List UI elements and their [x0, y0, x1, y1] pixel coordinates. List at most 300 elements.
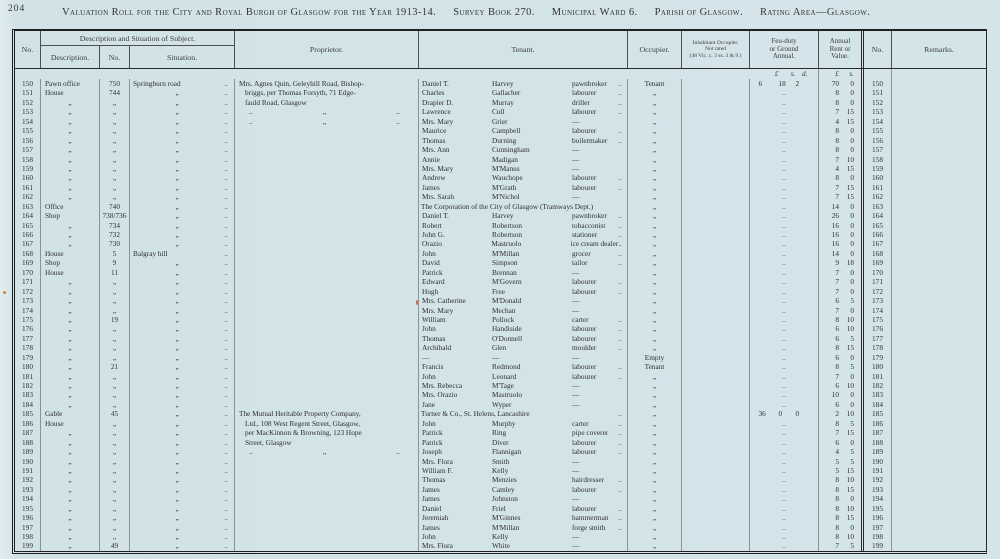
header-feu-line3: Annual. [772, 52, 796, 61]
tenant-cell [419, 173, 628, 182]
tenant-forename: Annie [422, 154, 440, 164]
row-number-cell: 196 [15, 513, 41, 522]
tenant-leader-dots: .. [618, 211, 622, 221]
occupier-cell: „ [628, 532, 682, 541]
proprietor-cell [235, 315, 419, 324]
feu-duty-cell: .. [750, 306, 819, 315]
situation-text: „ [175, 173, 179, 183]
tenant-forename: Edward [422, 277, 445, 287]
header-proprietor: Proprietor. [235, 31, 419, 68]
street-number-cell: „ [100, 353, 130, 362]
tenant-cell [419, 230, 628, 239]
situation-leader-dots: .. [224, 239, 228, 249]
row-number-right-cell: 178 [864, 343, 892, 352]
situation-cell [130, 173, 235, 182]
situation-text: „ [175, 154, 179, 164]
situation-cell [130, 239, 235, 248]
description-cell: „ [41, 381, 100, 390]
situation-text: „ [175, 192, 179, 202]
situation-cell [130, 287, 235, 296]
inhabitant-occupier-cell [682, 296, 750, 305]
row-number-cell: 174 [15, 306, 41, 315]
inhabitant-occupier-cell [682, 353, 750, 362]
row-number-cell: 162 [15, 192, 41, 201]
situation-leader-dots: .. [224, 418, 228, 428]
rent-pounds: 14 [831, 201, 839, 211]
tenant-leader-dots: .. [618, 447, 622, 457]
occupier-cell: „ [628, 268, 682, 277]
situation-cell [130, 268, 235, 277]
row-number-right-cell: 167 [864, 239, 892, 248]
tenant-surname: Robertson [492, 230, 522, 239]
inhabitant-occupier-cell [682, 438, 750, 447]
tenant-forename: John [422, 532, 436, 541]
row-number-right-cell: 162 [864, 192, 892, 201]
situation-cell [130, 513, 235, 522]
inhabitant-occupier-cell [682, 324, 750, 333]
street-number-cell: „ [100, 485, 130, 494]
occupier-cell: „ [628, 315, 682, 324]
remarks-cell [892, 315, 986, 324]
tenant-occupation: — [572, 145, 580, 155]
situation-text: „ [175, 399, 179, 409]
annual-rent-cell [819, 438, 864, 447]
occupier-cell: „ [628, 324, 682, 333]
feu-duty-cell: .. [750, 98, 819, 107]
proprietor-cell [235, 239, 419, 248]
annual-rent-cell [819, 211, 864, 220]
occupier-cell: „ [628, 409, 682, 418]
tenant-leader-dots: .. [618, 428, 622, 438]
tenant-forename: James [422, 494, 440, 504]
proprietor-cell [235, 249, 419, 258]
tenant-surname: Mastruolo [491, 239, 522, 249]
table-row [15, 541, 986, 550]
tenant-surname: Wyper [492, 399, 512, 409]
rent-shillings: 15 [846, 182, 854, 192]
row-number-cell: 152 [15, 98, 41, 107]
remarks-cell [892, 343, 986, 352]
description-cell: Gable [41, 409, 100, 418]
proprietor-ditto-dots: .. [249, 116, 253, 126]
feu-duty-cell: .. [750, 324, 819, 333]
row-number-right-cell: 166 [864, 230, 892, 239]
row-number-cell: 189 [15, 447, 41, 456]
proprietor-cell [235, 145, 419, 154]
occupier-cell: „ [628, 306, 682, 315]
table-row [15, 136, 986, 145]
description-cell: „ [41, 173, 100, 182]
situation-cell [130, 136, 235, 145]
tenant-cell [419, 372, 628, 381]
rent-pounds: 8 [835, 126, 839, 136]
situation-cell [130, 249, 235, 258]
row-number-right-cell: 164 [864, 211, 892, 220]
feu-pence-symbol: d. [801, 69, 808, 78]
remarks-cell [892, 277, 986, 286]
inhabitant-occupier-cell [682, 230, 750, 239]
occupier-cell: „ [628, 173, 682, 182]
table-row [15, 390, 986, 399]
street-number-cell: „ [100, 287, 130, 296]
feu-duty-cell: .. [750, 513, 819, 522]
table-row [15, 428, 986, 437]
row-number-cell: 183 [15, 390, 41, 399]
description-cell: „ [41, 438, 100, 447]
rent-shillings: 0 [850, 88, 854, 98]
feu-duty-cell: .. [750, 419, 819, 428]
rent-pounds: 8 [835, 475, 839, 485]
table-row [15, 296, 986, 305]
header-rent-line1: Annual [829, 37, 851, 46]
tenant-cell [419, 390, 628, 399]
situation-text: „ [175, 324, 179, 334]
situation-cell [130, 107, 235, 116]
feu-duty-cell: .. [750, 353, 819, 362]
situation-cell [130, 202, 235, 211]
tenant-surname: Camley [492, 484, 515, 494]
row-number-cell: 169 [15, 258, 41, 267]
feu-duty-cell: .. [750, 277, 819, 286]
tenant-surname: M'Tage [492, 381, 514, 390]
tenant-forename: James [422, 182, 440, 192]
feu-duty-cell: .. [750, 192, 819, 201]
tenant-occupation: — [572, 541, 580, 551]
description-cell: House [41, 268, 100, 277]
row-number-right-cell: 183 [864, 390, 892, 399]
annual-rent-cell [819, 485, 864, 494]
row-number-right-cell: 198 [864, 532, 892, 541]
table-row [15, 400, 986, 409]
occupier-cell: „ [628, 239, 682, 248]
tenant-forename: Orazio [422, 239, 442, 249]
situation-cell [130, 381, 235, 390]
tenant-surname: Mechan [492, 305, 516, 315]
tenant-leader-dots: .. [618, 362, 622, 372]
tenant-cell [419, 202, 628, 211]
rent-shillings: 0 [850, 220, 854, 230]
header-sub-situation: Situation. [130, 46, 235, 68]
situation-cell [130, 98, 235, 107]
street-number-cell: „ [100, 504, 130, 513]
header-inhabitant-occupier [682, 31, 750, 68]
feu-duty-cell: .. [750, 211, 819, 220]
remarks-cell [892, 155, 986, 164]
rent-pounds: 7 [835, 371, 839, 381]
rent-pounds: 8 [835, 145, 839, 155]
table-row [15, 532, 986, 541]
street-number-cell: „ [100, 523, 130, 532]
rent-shillings: 0 [850, 79, 854, 88]
tenant-cell [419, 98, 628, 107]
row-number-cell: 157 [15, 145, 41, 154]
feu-duty-cell: .. [750, 541, 819, 550]
situation-cell [130, 277, 235, 286]
situation-cell [130, 400, 235, 409]
table-row [15, 353, 986, 362]
situation-text: „ [175, 145, 179, 155]
row-number-cell: 188 [15, 438, 41, 447]
rent-pounds: 8 [835, 484, 839, 494]
tenant-occupation: tailor [572, 258, 588, 268]
description-cell: „ [41, 466, 100, 475]
proprietor-cell: The Mutual Heritable Property Company, [235, 409, 419, 418]
annual-rent-cell [819, 136, 864, 145]
situation-cell [130, 466, 235, 475]
tenant-cell [419, 532, 628, 541]
tenant-forename: Hugh [422, 286, 439, 296]
street-number-cell: „ [100, 107, 130, 116]
street-number-cell: 45 [100, 409, 130, 418]
feu-duty-cell: .. [750, 390, 819, 399]
tenant-surname: O'Donnell [492, 333, 523, 343]
street-number-cell: „ [100, 532, 130, 541]
tenant-leader-dots: .. [618, 286, 622, 296]
tenant-occupation: driller [572, 97, 590, 107]
description-cell: „ [41, 457, 100, 466]
occupier-cell: „ [628, 107, 682, 116]
tenant-cell [419, 287, 628, 296]
tenant-occupation: — [572, 305, 580, 315]
page-title [62, 7, 870, 18]
proprietor-cell [235, 107, 419, 116]
annual-rent-cell [819, 466, 864, 475]
inhabitant-occupier-cell [682, 541, 750, 550]
occupier-cell: „ [628, 221, 682, 230]
tenant-forename: John [422, 418, 436, 428]
occupier-cell: „ [628, 334, 682, 343]
situation-text: „ [175, 484, 179, 494]
occupier-cell: „ [628, 372, 682, 381]
inhabitant-occupier-cell [682, 334, 750, 343]
description-cell: „ [41, 447, 100, 456]
row-number-right-cell: 187 [864, 428, 892, 437]
proprietor-cell [235, 475, 419, 484]
table-row [15, 362, 986, 371]
street-number-cell: „ [100, 343, 130, 352]
tenant-forename: Patrick [422, 428, 443, 438]
situation-cell [130, 457, 235, 466]
tenant-cell [419, 523, 628, 532]
row-number-cell: 190 [15, 457, 41, 466]
street-number-cell: „ [100, 372, 130, 381]
situation-leader-dots: .. [224, 475, 228, 485]
header-inhabitant-line1: Inhabitant Occupier. [692, 40, 739, 47]
feu-duty-cell: .. [750, 428, 819, 437]
street-number-cell: 750 [100, 79, 130, 88]
tenant-occupation: stationer [572, 230, 598, 239]
rent-shillings: 5 [850, 333, 854, 343]
tenant-occupation: carter [572, 314, 589, 324]
tenant-cell [419, 343, 628, 352]
row-number-right-cell: 199 [864, 541, 892, 550]
proprietor-cell: fauld Road, Glasgow [235, 98, 419, 107]
rent-shillings: 10 [846, 381, 854, 390]
tenant-forename: Archibald [422, 343, 452, 353]
row-number-right-cell: 170 [864, 268, 892, 277]
situation-cell [130, 494, 235, 503]
rent-shillings: 18 [846, 258, 854, 268]
situation-cell [130, 541, 235, 550]
header-feu-line1: Feu-duty [771, 37, 797, 46]
table-row [15, 98, 986, 107]
table-row [15, 343, 986, 352]
situation-cell [130, 475, 235, 484]
situation-text: „ [175, 494, 179, 504]
rent-pounds: 6 [835, 352, 839, 362]
situation-cell [130, 447, 235, 456]
situation-leader-dots: .. [224, 79, 228, 88]
occupier-cell: „ [628, 447, 682, 456]
rent-shillings: 0 [850, 267, 854, 277]
tenant-surname: Kelly [492, 532, 509, 541]
tenant-occupation: labourer [572, 107, 597, 117]
inhabitant-occupier-cell [682, 221, 750, 230]
table-row [15, 202, 986, 211]
occupier-cell: „ [628, 249, 682, 258]
feu-pence: 0 [795, 409, 800, 419]
inhabitant-occupier-cell [682, 447, 750, 456]
street-number-cell: 738/736 [100, 211, 130, 220]
situation-text: „ [175, 522, 179, 532]
tenant-occupation: — [572, 154, 580, 164]
remarks-cell [892, 419, 986, 428]
proprietor-ditto-mark: „ [322, 107, 327, 117]
situation-cell [130, 183, 235, 192]
row-number-cell: 184 [15, 400, 41, 409]
feu-shillings: 0 [778, 409, 783, 419]
description-cell: Office [41, 202, 100, 211]
feu-pounds: 6 [758, 79, 763, 88]
tenant-surname: Campbell [492, 126, 521, 136]
row-number-cell: 178 [15, 343, 41, 352]
inhabitant-occupier-cell [682, 409, 750, 418]
tenant-forename: Mrs. Orazio [422, 390, 458, 400]
feu-duty-cell: .. [750, 296, 819, 305]
remarks-cell [892, 447, 986, 456]
occupier-cell: „ [628, 277, 682, 286]
tenant-forename: — [422, 352, 430, 362]
occupier-cell: „ [628, 126, 682, 135]
tenant-surname: Johnston [492, 494, 518, 504]
rent-shillings: 0 [850, 230, 854, 239]
situation-leader-dots: .. [224, 211, 228, 221]
annual-rent-cell [819, 447, 864, 456]
description-cell: „ [41, 390, 100, 399]
description-cell: „ [41, 126, 100, 135]
tenant-forename: Mrs. Mary [422, 305, 454, 315]
street-number-cell: „ [100, 117, 130, 126]
tenant-leader-dots: .. [618, 513, 622, 523]
inhabitant-occupier-cell [682, 258, 750, 267]
rent-pounds: 14 [831, 248, 839, 258]
table-row [15, 287, 986, 296]
tenant-surname: Ring [492, 428, 507, 438]
rent-pounds: 8 [835, 532, 839, 541]
street-number-cell: 49 [100, 541, 130, 550]
situation-text: „ [175, 97, 179, 107]
remarks-cell [892, 126, 986, 135]
rent-pounds: 8 [835, 362, 839, 372]
feu-duty-cell: .. [750, 88, 819, 97]
row-number-right-cell: 156 [864, 136, 892, 145]
rent-pounds: 8 [835, 173, 839, 183]
situation-cell [130, 221, 235, 230]
street-number-cell: „ [100, 173, 130, 182]
rent-shillings: 0 [850, 494, 854, 504]
proprietor-cell [235, 532, 419, 541]
situation-text: „ [175, 182, 179, 192]
proprietor-ditto-dots: .. [396, 107, 400, 117]
situation-leader-dots: .. [224, 97, 228, 107]
occupier-cell: „ [628, 513, 682, 522]
situation-leader-dots: .. [224, 352, 228, 362]
table-row [15, 485, 986, 494]
occupier-cell: „ [628, 541, 682, 550]
tenant-surname: Free [492, 286, 505, 296]
tenant-surname: Pollock [492, 314, 515, 324]
row-number-right-cell: 168 [864, 249, 892, 258]
inhabitant-occupier-cell [682, 249, 750, 258]
rent-shillings: 10 [846, 409, 854, 419]
situation-cell [130, 117, 235, 126]
occupier-cell: „ [628, 155, 682, 164]
feu-duty-cell: .. [750, 136, 819, 145]
scan-speck [3, 291, 6, 294]
annual-rent-cell [819, 79, 864, 88]
occupier-cell: Empty [628, 353, 682, 362]
occupier-cell: „ [628, 183, 682, 192]
rent-shillings: 0 [850, 286, 854, 296]
proprietor-cell [235, 541, 419, 550]
proprietor-cell [235, 277, 419, 286]
title-survey-book: Survey Book 270. [453, 6, 535, 18]
feu-duty-cell: .. [750, 400, 819, 409]
rent-shillings: 0 [850, 399, 854, 409]
inhabitant-occupier-cell [682, 390, 750, 399]
description-cell: „ [41, 221, 100, 230]
tenant-cell [419, 447, 628, 456]
situation-text: „ [175, 220, 179, 230]
situation-leader-dots: .. [224, 296, 228, 306]
tenant-cell [419, 438, 628, 447]
situation-leader-dots: .. [224, 456, 228, 466]
street-number-cell: 744 [100, 88, 130, 97]
proprietor-cell [235, 400, 419, 409]
tenant-occupation: carter [572, 418, 589, 428]
situation-text: „ [175, 475, 179, 485]
row-number-cell: 156 [15, 136, 41, 145]
proprietor-ditto-dots: .. [396, 116, 400, 126]
tenant-occupation: — [572, 456, 580, 466]
occupier-cell: „ [628, 98, 682, 107]
remarks-cell [892, 173, 986, 182]
inhabitant-occupier-cell [682, 107, 750, 116]
situation-cell [130, 126, 235, 135]
proprietor-cell [235, 230, 419, 239]
feu-duty-cell: .. [750, 475, 819, 484]
feu-duty-cell: .. [750, 457, 819, 466]
row-number-right-cell: 159 [864, 164, 892, 173]
row-number-cell: 187 [15, 428, 41, 437]
rent-pounds: 7 [835, 107, 839, 117]
remarks-cell [892, 381, 986, 390]
remarks-cell [892, 239, 986, 248]
proprietor-cell: Ltd., 108 West Regent Street, Glasgow, [235, 419, 419, 428]
situation-text: „ [175, 418, 179, 428]
row-number-right-cell: 177 [864, 334, 892, 343]
rent-pounds: 8 [835, 88, 839, 98]
